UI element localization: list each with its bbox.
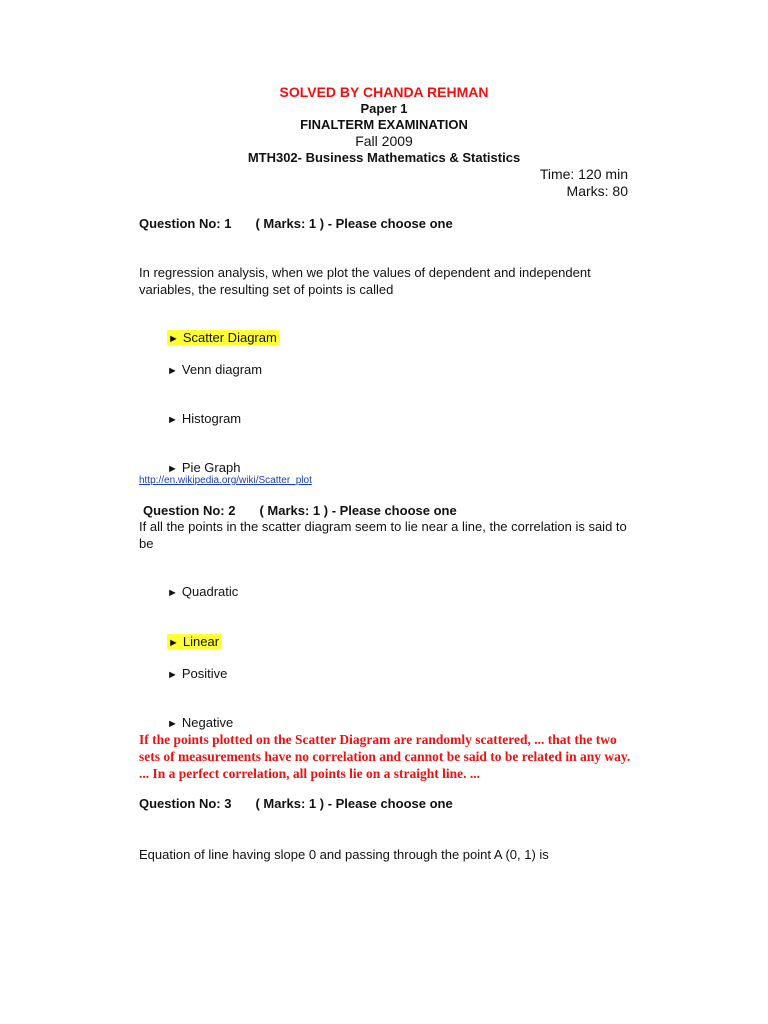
bullet-triangle-icon: ► <box>168 637 179 649</box>
q2-option-3[interactable]: ► Positive <box>167 666 228 681</box>
bullet-triangle-icon: ► <box>167 587 178 599</box>
question-2-title <box>143 503 457 518</box>
question-1-title <box>139 216 453 231</box>
q1-option-3[interactable]: ► Histogram <box>167 411 242 426</box>
exam-term: Fall 2009 <box>355 133 413 149</box>
q2-option-1[interactable]: ► Quadratic <box>167 584 239 599</box>
answer-highlight: ► Linear <box>168 634 220 649</box>
question-number: Question No: 2 <box>143 503 236 518</box>
question-marks: ( Marks: 1 ) - Please choose one <box>255 796 453 811</box>
paper-number: Paper 1 <box>360 101 408 116</box>
bullet-triangle-icon: ► <box>167 414 178 426</box>
exam-time: Time: 120 min <box>539 166 628 182</box>
course-title: MTH302- Business Mathematics & Statistics <box>247 150 521 165</box>
answer-highlight: ► Scatter Diagram <box>168 330 277 345</box>
q1-option-1[interactable] <box>167 329 279 348</box>
question-3-text: Equation of line having slope 0 and passing through the point A (0, 1) is <box>139 847 549 862</box>
question-number: Question No: 3 <box>139 796 232 811</box>
question-1-text: In regression analysis, when we plot the values of dependent and independent variables, the resulting set of points is called <box>139 265 591 297</box>
question-number: Question No: 1 <box>139 216 232 231</box>
bullet-triangle-icon: ► <box>168 333 179 345</box>
bullet-triangle-icon: ► <box>167 718 178 730</box>
bullet-triangle-icon: ► <box>167 463 178 475</box>
solved-by: SOLVED BY CHANDA REHMAN <box>279 84 489 100</box>
reference-link[interactable]: http://en.wikipedia.org/wiki/Scatter_plot <box>139 475 312 486</box>
exam-title: FINALTERM EXAMINATION <box>300 117 468 132</box>
question-3-title <box>139 796 453 811</box>
q2-option-4[interactable]: ► Negative <box>167 715 234 730</box>
question-marks: ( Marks: 1 ) - Please choose one <box>259 503 457 518</box>
bullet-triangle-icon: ► <box>167 365 178 377</box>
q2-option-2[interactable] <box>167 633 221 652</box>
question-marks: ( Marks: 1 ) - Please choose one <box>255 216 453 231</box>
exam-marks: Marks: 80 <box>566 183 628 199</box>
question-2-text: If all the points in the scatter diagram seem to lie near a line, the correlation is said to be <box>139 519 627 551</box>
bullet-triangle-icon: ► <box>167 669 178 681</box>
answer-explanation: If the points plotted on the Scatter Diagram are randomly scattered, ... that the two sets of measurements have no correlation and cannot be said to be related in any way. ... In a perfect correlation, all points lie on a straight line. ... <box>139 732 631 781</box>
q1-option-4[interactable]: ► Pie Graph <box>167 460 241 475</box>
q1-option-2[interactable]: ► Venn diagram <box>167 362 263 377</box>
